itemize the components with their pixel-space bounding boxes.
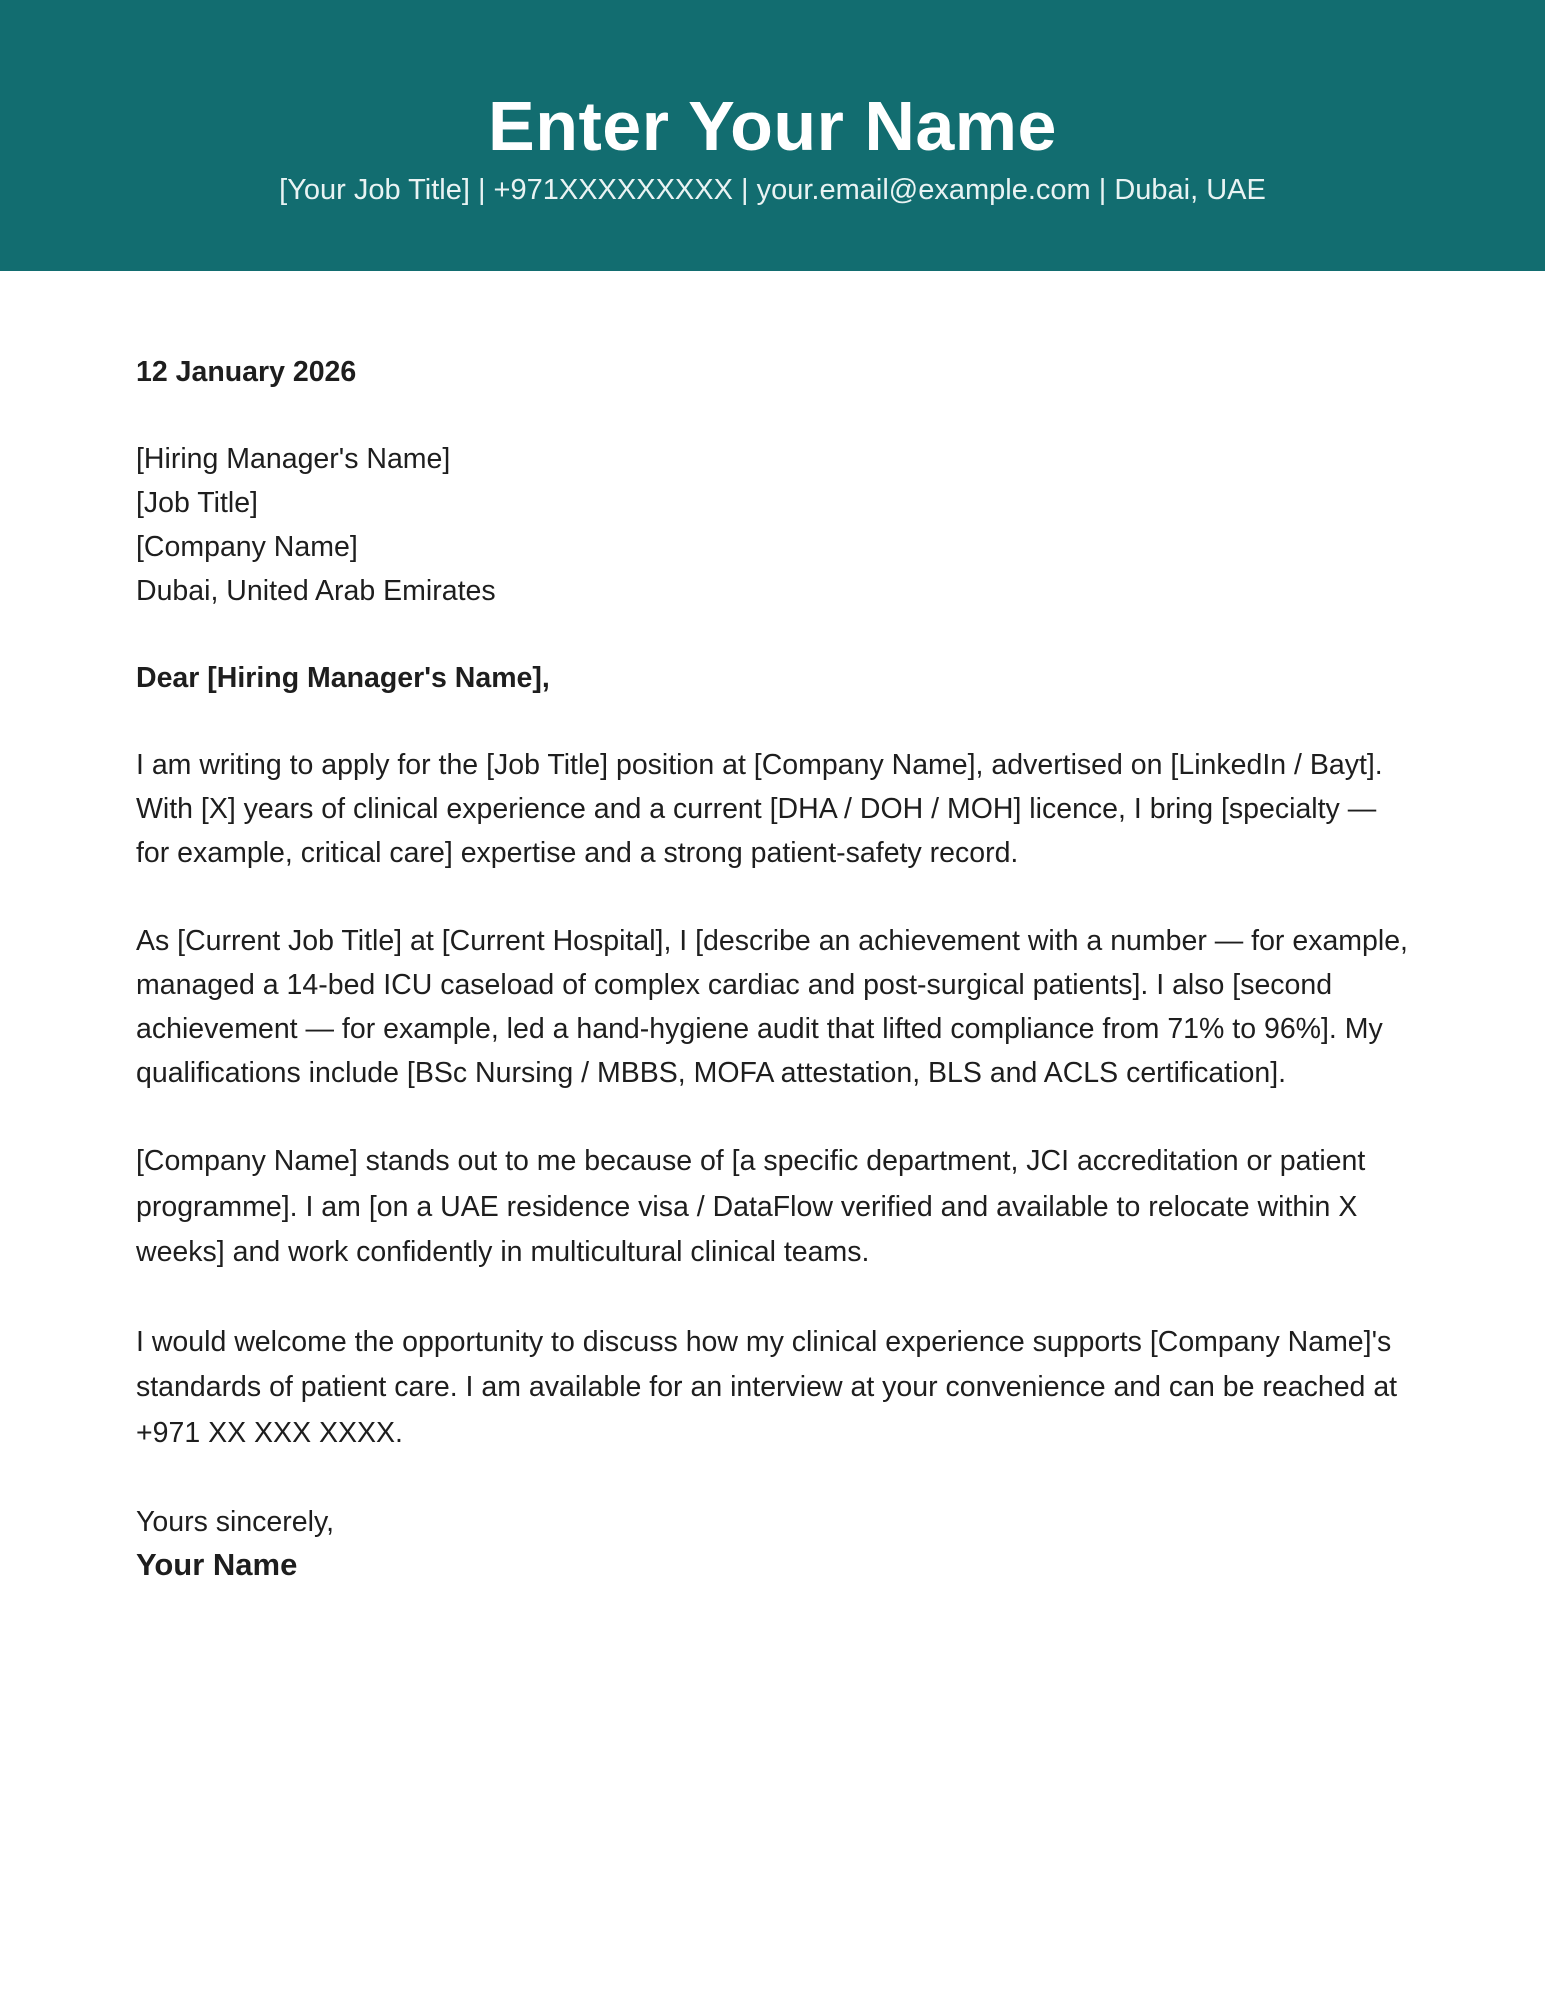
salutation: Dear [Hiring Manager's Name], <box>136 662 550 694</box>
letter-body <box>136 350 1416 1586</box>
applicant-name: Enter Your Name <box>488 87 1057 165</box>
recipient-company: [Company Name] <box>136 531 358 563</box>
letter-date: 12 January 2026 <box>136 356 357 388</box>
paragraph-company-fit: [Company Name] stands out to me because of [a specific department, JCI accreditation or patient programme]. I am [on a UAE residence visa / DataFlow verified and available to relocate within X weeks] and work confidently in multicultural clinical teams. <box>136 1145 1366 1268</box>
contact-line: [Your Job Title] | +971XXXXXXXXX | your.email@example.com | Dubai, UAE <box>279 174 1266 206</box>
recipient-job-title: [Job Title] <box>136 487 258 519</box>
recipient-address <box>136 437 1416 613</box>
recipient-name: [Hiring Manager's Name] <box>136 443 451 475</box>
paragraph-intro: I am writing to apply for the [Job Title] position at [Company Name], advertised on [LinkedIn / Bayt]. With [X] years of clinical experience and a current [DHA / DOH / MOH] licence, I bring [specialty — for example, critical care] expertise and a strong patient-safety record. <box>136 749 1383 869</box>
signature-name: Your Name <box>136 1547 298 1582</box>
paragraph-experience: As [Current Job Title] at [Current Hospital], I [describe an achievement with a number — for example, managed a 14-bed ICU caseload of complex cardiac and post-surgical patients]. I also [second achievement — for example, led a hand-hygiene audit that lifted compliance from 71% to 96%]. My qualifications include [BSc Nursing / MBBS, MOFA attestation, BLS and ACLS certification]. <box>136 925 1408 1089</box>
closing-phrase: Yours sincerely, <box>136 1506 335 1538</box>
paragraph-closing-request: I would welcome the opportunity to discuss how my clinical experience supports [Company Name]'s standards of patient care. I am available for an interview at your convenience and can be reached at +971 XX XXX XXXX. <box>136 1325 1398 1449</box>
recipient-location: Dubai, United Arab Emirates <box>136 575 496 607</box>
letter-header <box>0 0 1545 271</box>
